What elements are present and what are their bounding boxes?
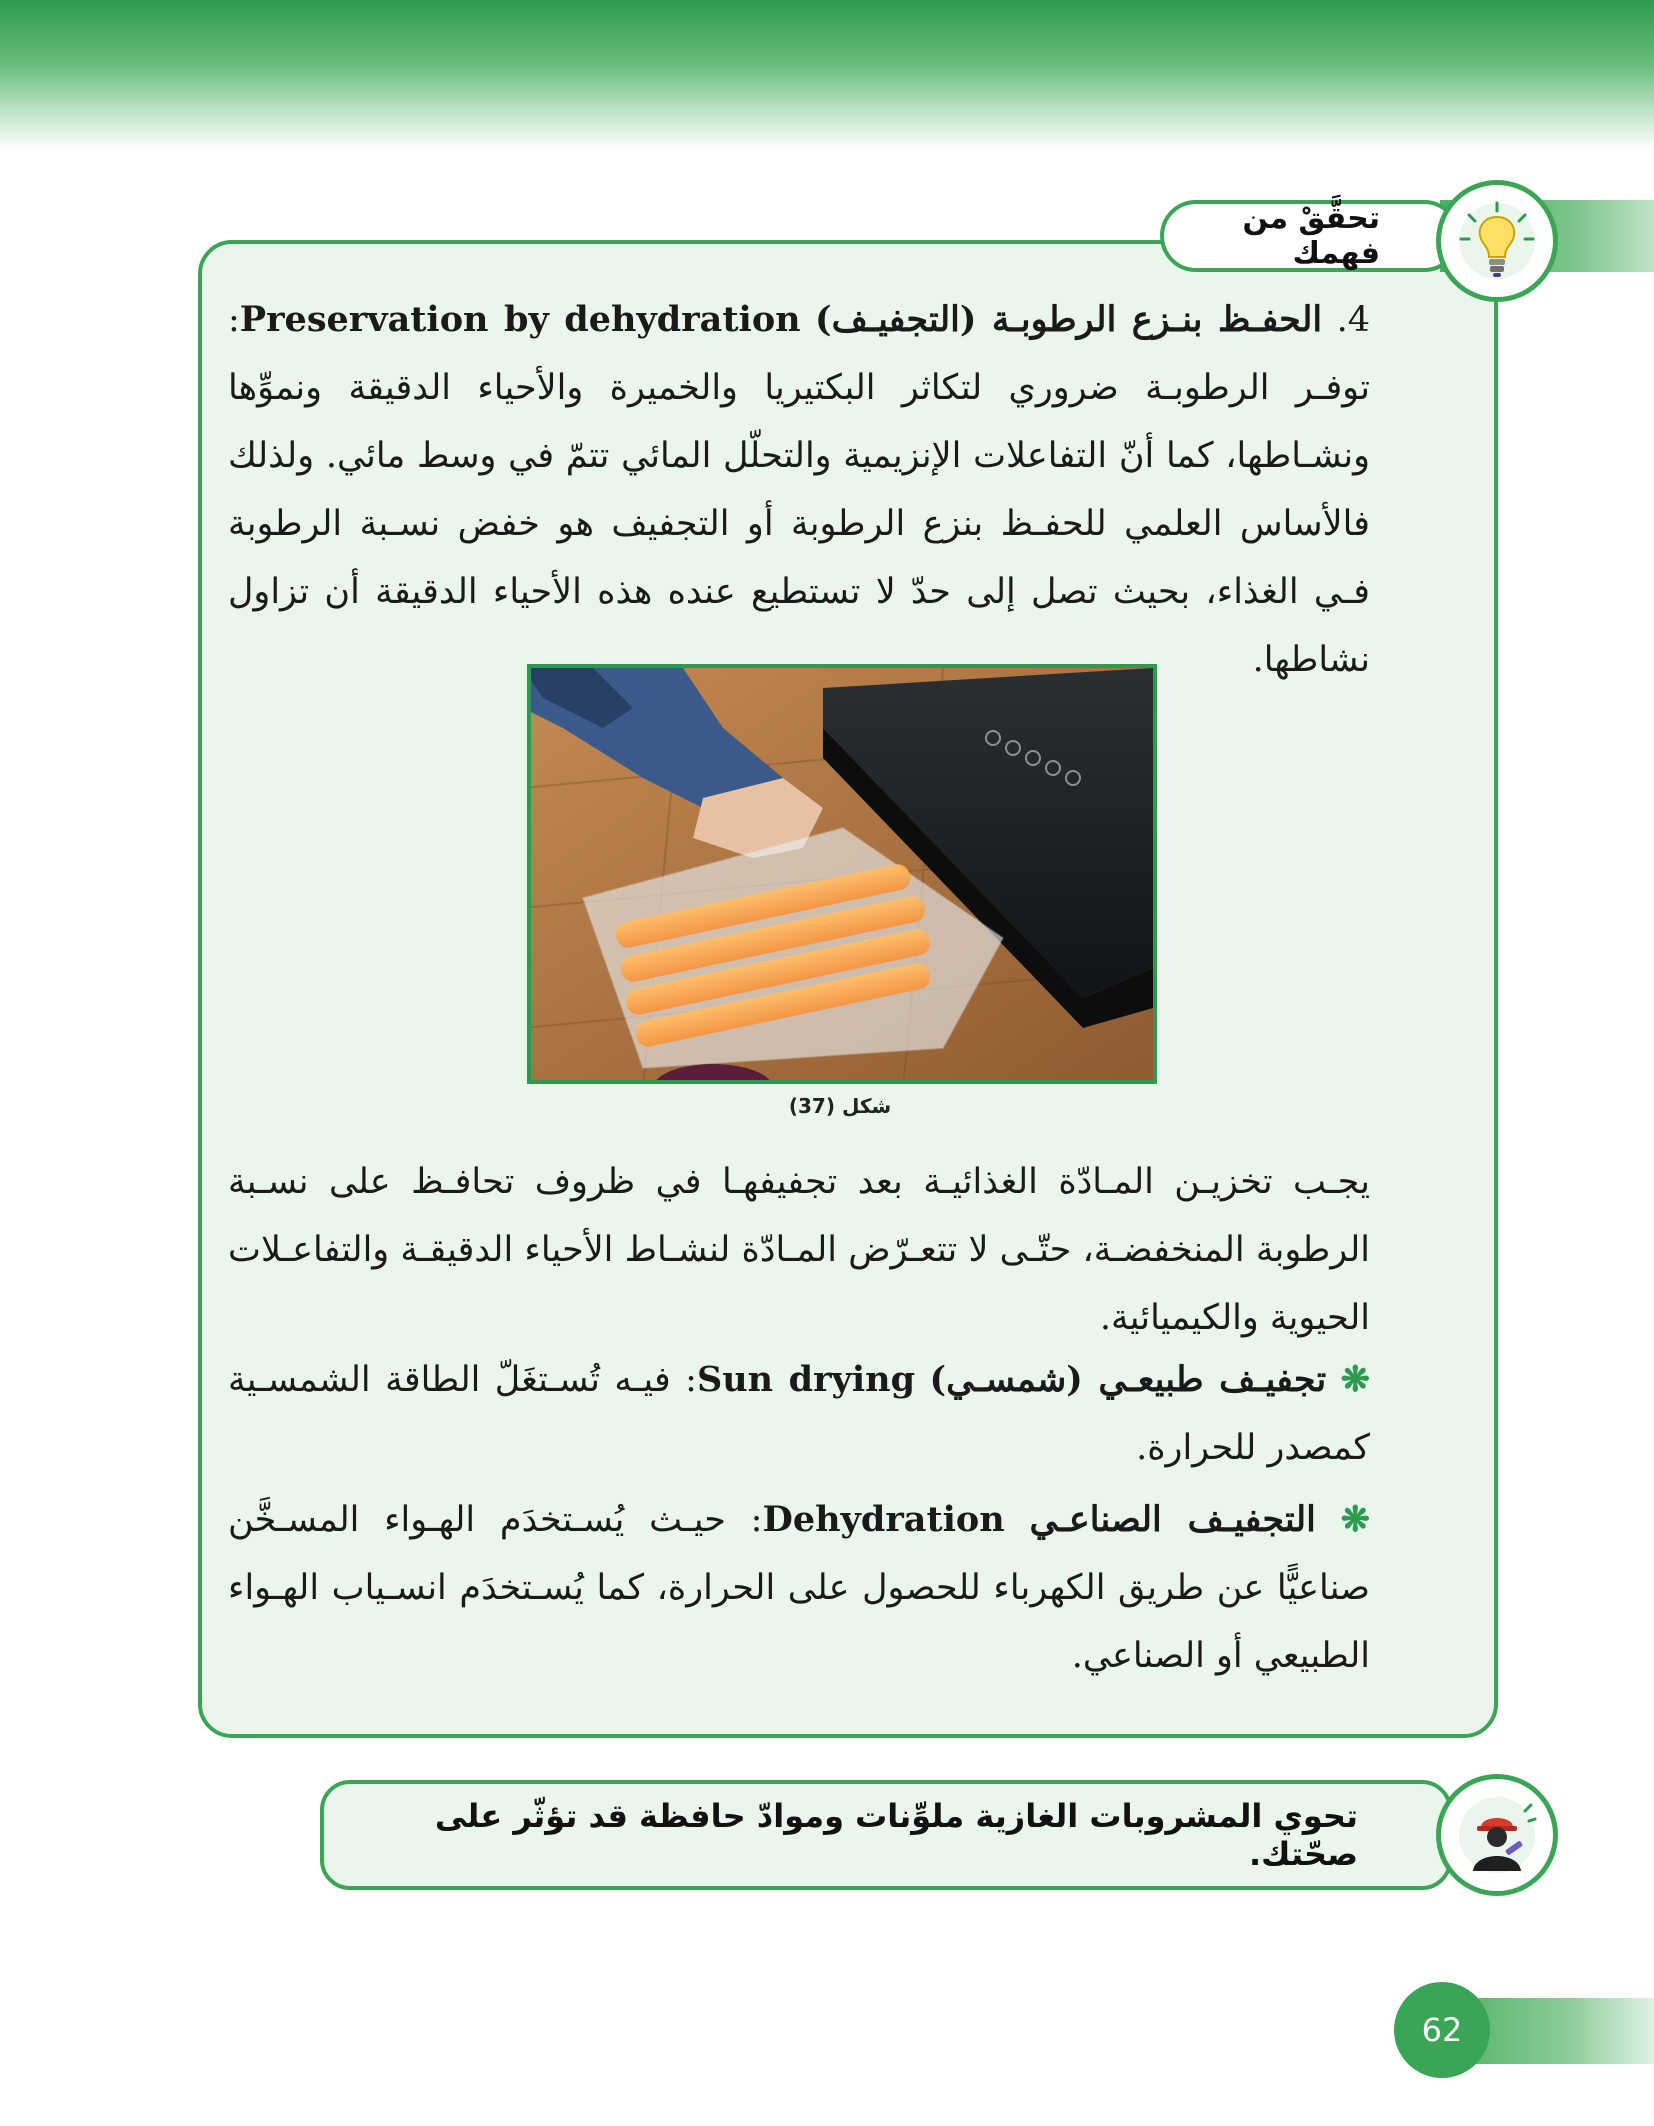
bullet-star-icon: ❋: [1340, 1359, 1370, 1400]
health-warning-text: تحوي المشروبات الغازية ملوِّنات وموادّ حافظة قد تؤثّر على صحّتك.: [434, 1797, 1358, 1873]
bullet-term-en: Dehydration: [762, 1499, 1005, 1540]
item-heading-en: Preservation by dehydration: [239, 299, 801, 340]
item-heading-ar: الحفـظ بنـزع الرطوبـة (التجفيـف): [815, 299, 1323, 340]
item-number: 4.: [1336, 300, 1370, 340]
bullet-star-icon: ❋: [1340, 1499, 1370, 1540]
item-body: الرطوبـة ضروري لتكاثر البكتيريا والخميرة والأحياء الدقيقة ونموِّها ونشـاطها، كما أنّ التفاعلات الإنزيمية والتحلّل المائي تتمّ في وسط مائي. ولذلك فالأساس العلمي للحفـظ بنزع الرطوبة أو التجفيف هو خفض نسـبة الرطوبة فـي الغذاء، بحيث تصل إلى حدّ لا تستطيع عنده هذه الأحياء الدقيقة أن تزاول نشاطها.: [228, 368, 1370, 680]
storage-paragraph: يجـب تخزيـن المـادّة الغذائيـة بعد تجفيفهـا في ظروف تحافـظ على نسـبة الرطوبة المنخفضـة، حتّـى لا تتعـرّض المـادّة لنشـاط الأحياء الدقيقـة والتفاعـلات الحيوية والكيميائية.: [228, 1162, 1370, 1338]
page-number: 62: [1394, 1982, 1490, 2078]
lightbulb-icon: [1436, 180, 1558, 302]
section-title: تحقَّقْ من فهمك: [1242, 201, 1380, 271]
bullet-sun-drying: [228, 1346, 1370, 1482]
section-title-tab: [1160, 200, 1460, 272]
bullet-term-en: Sun drying: [696, 1359, 916, 1400]
figure-image: [527, 664, 1157, 1084]
top-header-band: [0, 0, 1654, 150]
worker-warning-icon: [1436, 1774, 1558, 1896]
item-first-word: : توفـر: [228, 300, 1370, 408]
figure-caption: شكل (37): [788, 1094, 892, 1118]
bullet-term-ar: تجفيـف طبيعـي (شمسـي): [929, 1359, 1327, 1400]
bullet-text: : حيـث يُسـتخدَم الهـواء المسـخَّن صناعيًّا عن طريق الكهرباء للحصول على الحرارة، كما يُسـتخدَم انسـياب الهـواء الطبيعي أو الصناعي.: [228, 1500, 1370, 1676]
bullet-text: : فيـه تُسـتغَلّ الطاقة الشمسـية كمصدر للحرارة.: [228, 1360, 1370, 1468]
vacuum-sealer-photo: [527, 668, 1153, 1084]
dehydration-paragraph: [228, 286, 1370, 694]
bullet-term-ar: التجفيـف الصناعـي: [1029, 1499, 1316, 1540]
health-warning-box: [320, 1780, 1452, 1890]
bullet-industrial-dehydration: [228, 1486, 1370, 1690]
